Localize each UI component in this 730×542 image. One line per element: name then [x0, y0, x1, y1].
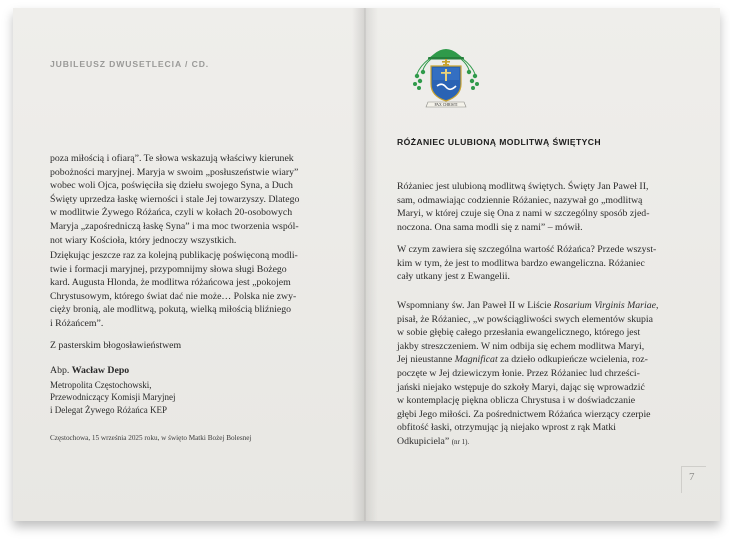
text-line: i Różańcem”. — [50, 317, 104, 329]
signatory-prefix: Abp. — [50, 365, 70, 376]
text-line: cięży bronią, ale modlitwą, pokutą, wielką miłością bliźniego — [50, 304, 292, 316]
episcopal-coat-of-arms-icon — [411, 44, 481, 110]
text-line: noczona. Ona sama modli się z nami” – mówił. — [397, 221, 583, 233]
text-line: głębi Jego miłości. Za pośrednictwem Różańca wierzący czerpie — [397, 408, 651, 420]
text-line: pisał, że Różaniec, „w powściągliwości swych elementów skupia — [397, 313, 654, 325]
text-line: poczęte w Jej dziewiczym łonie. Przez Różaniec lud chrześci- — [397, 367, 640, 379]
left-paragraph-2 — [50, 249, 325, 331]
text-line — [397, 353, 668, 367]
text-span: Wspomniany św. Jan Paweł II w Liście — [397, 300, 554, 311]
text-span: , — [655, 300, 659, 311]
text-line: kard. Augusta Hlonda, że modlitwa różańcowa jest „pokojem — [50, 277, 291, 289]
signatory-title: i Delegat Żywego Różańca KEP — [50, 404, 167, 415]
text-line: W czym zawiera się szczególna wartość Różańca? Przede wszyst- — [397, 244, 657, 255]
text-line: Święty uprzedza łaskę wierności i stale Jej towarzyszy. Dlatego — [50, 193, 300, 205]
text-line: obfitość łaski, otrzymując ją niejako wprost z rąk Matki — [397, 422, 617, 434]
book-gutter — [352, 8, 378, 521]
signatory-title: Przewodniczący Komisji Maryjnej — [50, 392, 176, 403]
signature-block — [50, 364, 325, 416]
blessing: Z pasterskim błogosławieństwem — [50, 340, 182, 351]
italic-title: Rosarium Virginis Mariae — [553, 300, 656, 311]
text-line: Chrystusowym, którego świat dać nie może… Polska nie zwy- — [50, 290, 297, 302]
text-line: Maryja „zapośredniczą łaskę Syna” i ma moc tworzenia wspól- — [50, 220, 299, 232]
text-span: Jej nieustanne — [397, 354, 455, 366]
text-line: Dziękując jeszcze raz za kolejną publikację poświęconą modli- — [50, 250, 298, 261]
page-number: 7 — [689, 471, 695, 483]
text-span: Odkupiciela” — [397, 435, 450, 447]
date-line: Częstochowa, 15 września 2025 roku, w święto Matki Bożej Bolesnej — [50, 434, 252, 442]
signatory-name: Wacław Depo — [71, 365, 130, 376]
signatory-title: Metropolita Częstochowski, — [50, 379, 152, 390]
text-line: poza miłością i ofiarą”. Te słowa wskazują właściwy kierunek — [50, 153, 294, 164]
text-line — [397, 435, 668, 450]
text-line: sam, odmawiając codziennie Różaniec, nazywał go „modlitwą — [397, 194, 643, 206]
text-line: twie i formacji maryjnej, przypomnijmy słowa sługi Bożego — [50, 263, 287, 275]
signatory-titles — [50, 379, 325, 417]
signatory — [50, 364, 325, 378]
text-line: Maryi, w której czuje się Ona z nami w szczególny sposób zjed- — [397, 208, 650, 220]
text-line: Różaniec jest ulubioną modlitwą świętych. Święty Jan Paweł II, — [397, 181, 649, 192]
text-line: not wiary Kościoła, który jednoczy wszystkich. — [50, 234, 237, 246]
text-line — [397, 299, 668, 313]
left-paragraph-1 — [50, 152, 325, 247]
page-number-box — [681, 466, 706, 493]
text-line: w modlitwie Żywego Różańca, czyli w kołach 20-osobowych — [50, 207, 293, 219]
text-line: cały utkany jest z Ewangelii. — [397, 271, 510, 283]
right-paragraph-3 — [397, 299, 668, 450]
text-line: kim w tym, że jest to modlitwa bardzo ewangeliczna. Różaniec — [397, 257, 645, 269]
right-paragraph-1 — [397, 180, 668, 234]
crest-motto: PAX CHRISTI — [434, 103, 458, 107]
section-title: RÓŻANIEC ULUBIONĄ MODLITWĄ ŚWIĘTYCH — [397, 137, 602, 147]
text-span: za dzieło odkupieńcze wcielenia, roz- — [497, 354, 648, 366]
running-head: JUBILEUSZ DWUSETLECIA / CD. — [50, 59, 210, 69]
italic-title: Magnificat — [454, 354, 498, 366]
right-paragraph-2 — [397, 243, 668, 284]
text-line: jański niejako wstępuje do szkoły Maryi, dając się wprowadzić — [397, 381, 645, 393]
text-line: jakby streszczeniem. W nim odbija się echem modlitwa Maryi, — [397, 340, 645, 352]
text-line: w kontemplację piękna oblicza Chrystusa i w doświadczanie — [397, 395, 636, 407]
text-line: w sobie głębię całego przesłania ewangelicznego, którego jest — [397, 327, 641, 339]
footnote-ref: (nr 1). — [451, 437, 470, 446]
text-line: pobożności maryjnej. Maryja w swoim „posłuszeństwie wiary” — [50, 166, 299, 178]
text-line: wobec woli Ojca, poświęciła się dziełu swojego Syna, a Duch — [50, 180, 293, 192]
